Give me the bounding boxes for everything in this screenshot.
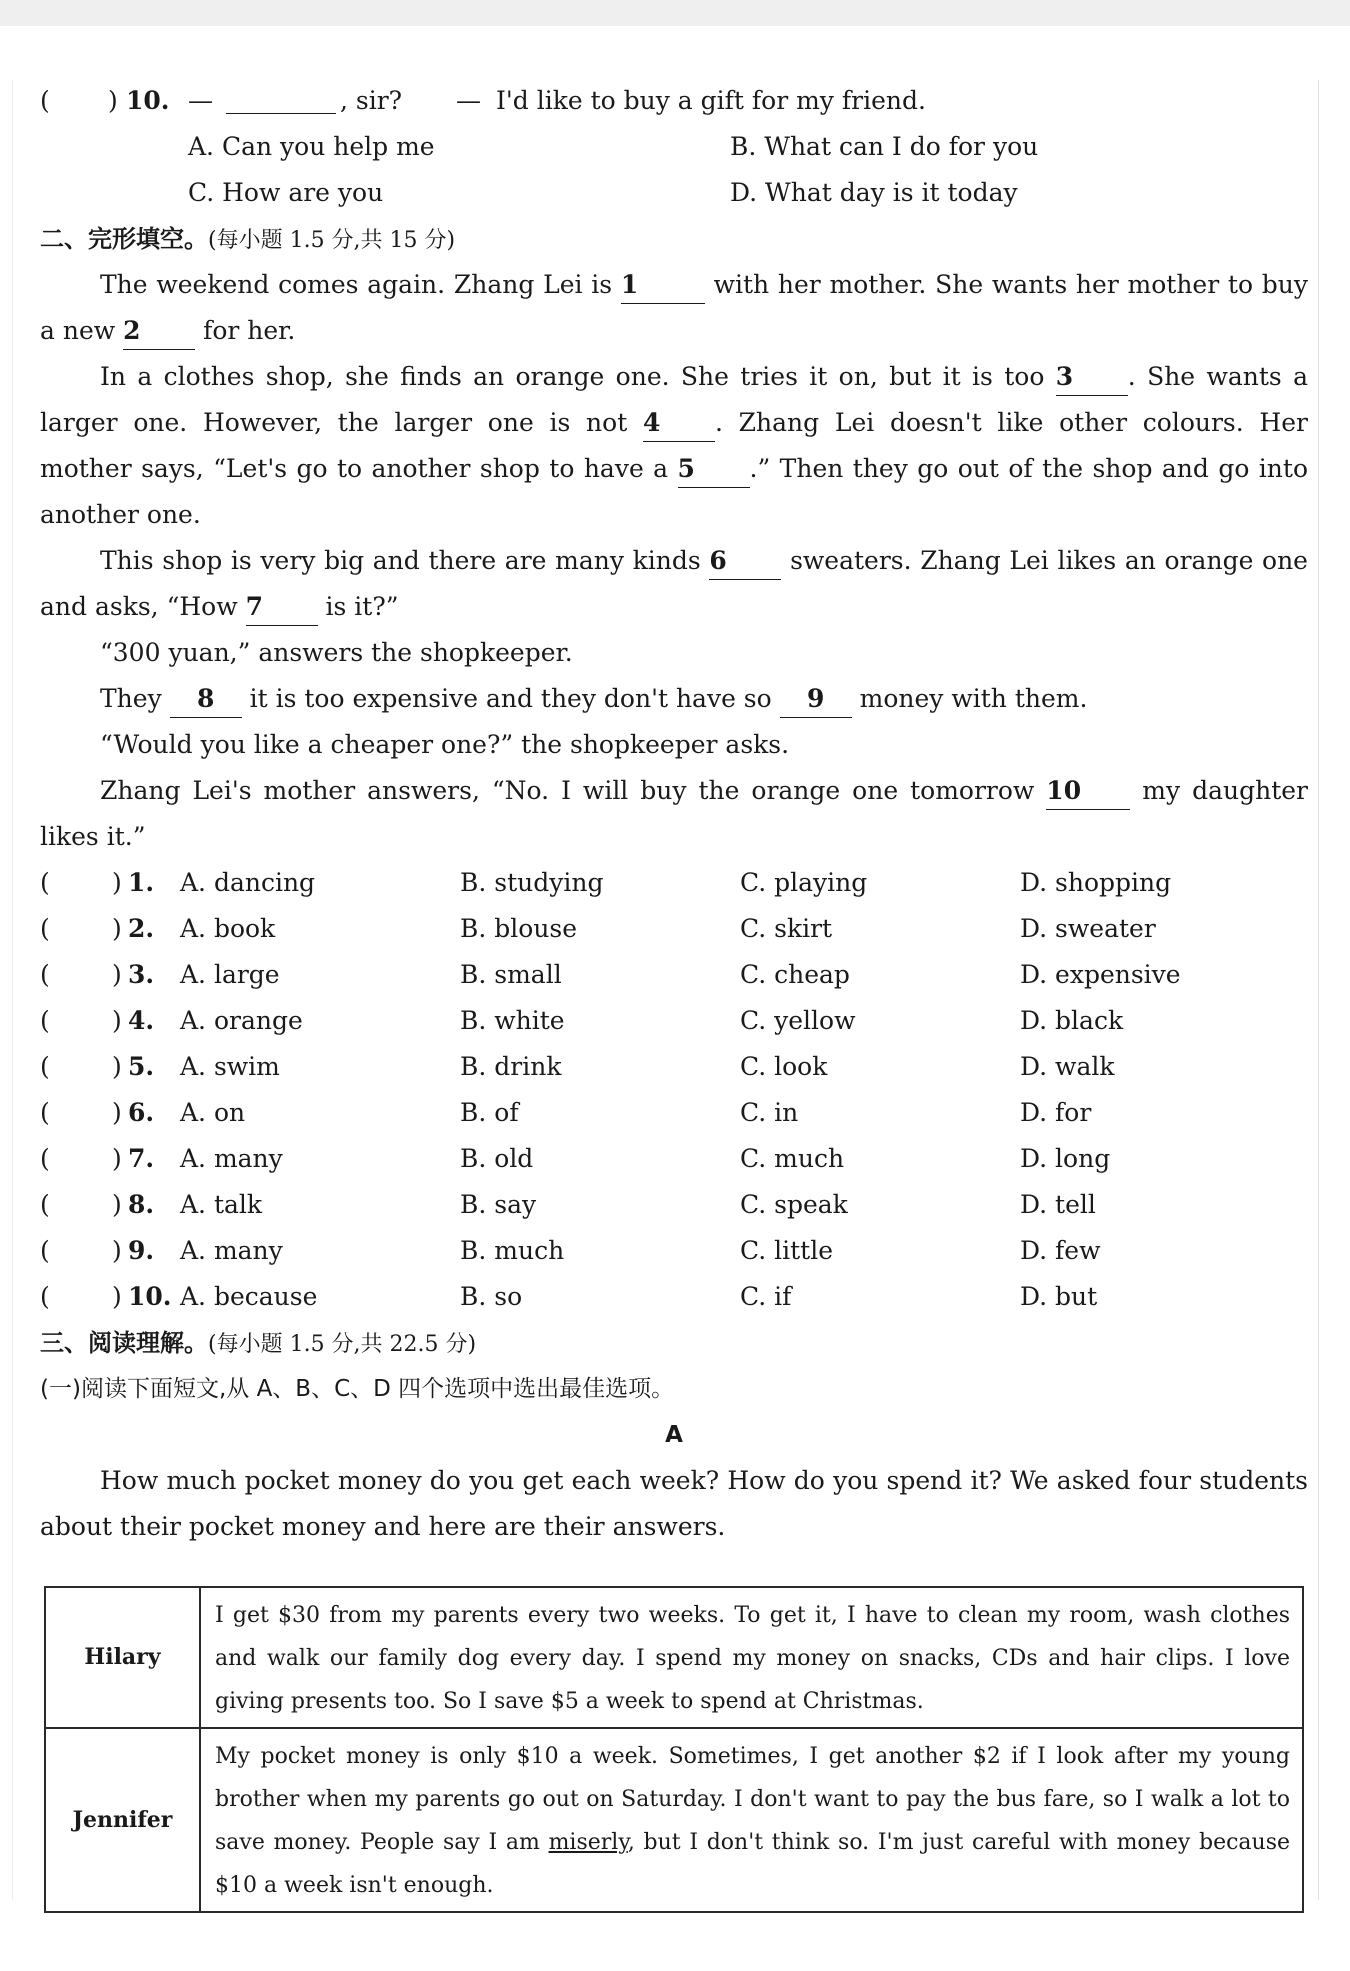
option-a: A. because xyxy=(180,1282,318,1311)
passage-text: a new xyxy=(40,316,116,345)
student-answer xyxy=(200,1587,1303,1728)
answer-text: save money. People say I am xyxy=(215,1830,540,1855)
option-c: C. playing xyxy=(740,868,868,897)
answer-line: and walk our family dog every day. I spend my money on snacks, CDs and hair clips. I love xyxy=(215,1646,1290,1671)
cloze-question-row xyxy=(40,1182,1308,1228)
answer-line: brother when my parents go out on Saturday. I don't want to pay the bus fare, so I walk a lot to xyxy=(215,1787,1290,1812)
answer-paren-close: ) xyxy=(112,1282,122,1311)
option-b: B. of xyxy=(460,1098,519,1127)
passage-line xyxy=(40,676,1308,722)
answer-paren-close: ) xyxy=(112,1144,122,1173)
option-a: A. on xyxy=(180,1098,246,1127)
passage-text: The weekend comes again. Zhang Lei is xyxy=(100,270,613,299)
option-d: D. walk xyxy=(1020,1052,1115,1081)
q10-options-row-1 xyxy=(40,124,1308,170)
passage-text: and asks, “How xyxy=(40,592,238,621)
answer-paren-open[interactable]: ( xyxy=(40,914,50,943)
answer-paren-open[interactable]: ( xyxy=(40,1144,50,1173)
blank-6: 6 xyxy=(709,543,781,580)
cloze-question-row xyxy=(40,998,1308,1044)
pocket-money-table xyxy=(44,1586,1304,1913)
cloze-question-list xyxy=(40,860,1308,1320)
option-c: C. speak xyxy=(740,1190,848,1219)
cloze-question-row xyxy=(40,1090,1308,1136)
option-b: B. old xyxy=(460,1144,534,1173)
blank-1: 1 xyxy=(621,267,705,304)
cloze-question-row xyxy=(40,906,1308,952)
option-c: C. look xyxy=(740,1052,828,1081)
option-a: A. book xyxy=(180,914,276,943)
option-a: A. swim xyxy=(180,1052,280,1081)
option-c: C. skirt xyxy=(740,914,833,943)
question-number: 3. xyxy=(128,960,155,989)
answer-paren-close: ) xyxy=(112,1098,122,1127)
dash: — xyxy=(188,86,213,115)
section-2-title xyxy=(40,216,1308,262)
question-number: 10. xyxy=(126,86,170,115)
student-name: Hilary xyxy=(45,1587,200,1728)
option-a: A. orange xyxy=(180,1006,303,1035)
option-b: B. much xyxy=(460,1236,565,1265)
passage-text: money with them. xyxy=(859,684,1088,713)
option-b: B. say xyxy=(460,1190,537,1219)
passage-text: Zhang Lei's mother answers, “No. I will buy the orange one tomorrow xyxy=(100,776,1035,805)
answer-paren-close: ) xyxy=(112,1236,122,1265)
answer-paren-close: ) xyxy=(112,914,122,943)
blank-9: 9 xyxy=(780,681,852,718)
passage-heading xyxy=(40,1412,1308,1458)
option-d: D. for xyxy=(1020,1098,1092,1127)
option-d: D. sweater xyxy=(1020,914,1156,943)
top-margin-band xyxy=(0,0,1350,26)
passage-line xyxy=(40,584,1308,630)
blank-8: 8 xyxy=(170,681,242,718)
passage-line xyxy=(40,308,1308,354)
option-d: D. but xyxy=(1020,1282,1098,1311)
blank-2: 2 xyxy=(123,313,195,350)
blank-4: 4 xyxy=(643,405,715,442)
passage-text: another one. xyxy=(40,500,201,529)
option-b: B. so xyxy=(460,1282,523,1311)
q10-stem xyxy=(40,78,1308,124)
option-a: A. Can you help me xyxy=(188,132,435,161)
passage-line xyxy=(40,538,1308,584)
passage-line xyxy=(40,814,1308,860)
passage-line xyxy=(40,492,1308,538)
answer-paren-open[interactable]: ( xyxy=(40,1282,50,1311)
answer-paren-close: ) xyxy=(112,1190,122,1219)
passage-text: This shop is very big and there are many kinds xyxy=(100,546,701,575)
cloze-question-row xyxy=(40,1044,1308,1090)
option-b: B. drink xyxy=(460,1052,562,1081)
passage-text: . Zhang Lei doesn't like other colours. Her xyxy=(714,408,1308,437)
passage-line xyxy=(40,630,1308,676)
table-row xyxy=(45,1587,1303,1728)
passage-text: sweaters. Zhang Lei likes an orange one xyxy=(790,546,1308,575)
answer-paren-open[interactable]: ( xyxy=(40,1190,50,1219)
option-b: B. blouse xyxy=(460,914,578,943)
student-answer xyxy=(200,1728,1303,1912)
option-d: D. shopping xyxy=(1020,868,1172,897)
passage-text: for her. xyxy=(203,316,296,345)
option-d: D. few xyxy=(1020,1236,1101,1265)
answer-line: giving presents too. So I save $5 a week to spend at Christmas. xyxy=(215,1689,924,1714)
question-number: 8. xyxy=(128,1190,155,1219)
answer-text: , but I don't think so. I'm just careful with money because xyxy=(627,1830,1291,1855)
option-a: A. many xyxy=(180,1144,283,1173)
passage-line xyxy=(40,446,1308,492)
section-note: (每小题 1.5 分,共 22.5 分) xyxy=(208,1332,477,1357)
option-c: C. in xyxy=(740,1098,799,1127)
section-note: (每小题 1.5 分,共 15 分) xyxy=(208,228,456,253)
answer-line: $10 a week isn't enough. xyxy=(215,1873,494,1898)
cloze-question-row xyxy=(40,860,1308,906)
option-d: D. expensive xyxy=(1020,960,1181,989)
option-a: A. large xyxy=(180,960,280,989)
answer-paren-close: ) xyxy=(112,1006,122,1035)
question-number: 6. xyxy=(128,1098,155,1127)
passage-text: They xyxy=(100,684,162,713)
passage-text: “300 yuan,” answers the shopkeeper. xyxy=(100,638,573,667)
passage-line xyxy=(40,722,1308,768)
option-c: C. cheap xyxy=(740,960,850,989)
question-number: 7. xyxy=(128,1144,155,1173)
answer-paren-close: ) xyxy=(108,86,118,115)
option-b: B. small xyxy=(460,960,562,989)
answer-paren-close: ) xyxy=(112,1052,122,1081)
answer-line xyxy=(215,1821,1290,1864)
passage-text: larger one. However, the larger one is not xyxy=(40,408,628,437)
passage-line xyxy=(40,1504,1308,1550)
answer-line: My pocket money is only $10 a week. Sometimes, I get another $2 if I look after my young xyxy=(215,1744,1290,1769)
option-b: B. studying xyxy=(460,868,604,897)
option-a: A. many xyxy=(180,1236,283,1265)
passage-text: about their pocket money and here are their answers. xyxy=(40,1512,726,1541)
answer-paren-open[interactable]: ( xyxy=(40,960,50,989)
worksheet-page xyxy=(40,78,1308,1550)
passage-line xyxy=(40,262,1308,308)
stem-text: , sir? xyxy=(340,86,403,115)
option-c: C. yellow xyxy=(740,1006,856,1035)
dash: — xyxy=(456,86,481,115)
blank-7: 7 xyxy=(246,589,318,626)
passage-line xyxy=(40,1458,1308,1504)
right-margin-line xyxy=(1318,80,1319,1900)
heading-text: A xyxy=(665,1422,683,1448)
passage-text: . She wants a xyxy=(1127,362,1309,391)
passage-text: with her mother. She wants her mother to buy xyxy=(713,270,1309,299)
cloze-question-row xyxy=(40,1136,1308,1182)
question-number: 1. xyxy=(128,868,155,897)
option-d: D. What day is it today xyxy=(730,178,1018,207)
section-3-title xyxy=(40,1320,1308,1366)
passage-text: “Would you like a cheaper one?” the shopkeeper asks. xyxy=(100,730,790,759)
answer-line: I get $30 from my parents every two weeks. To get it, I have to clean my room, wash clothes xyxy=(215,1603,1290,1628)
answer-paren-open[interactable]: ( xyxy=(40,1098,50,1127)
question-number: 10. xyxy=(128,1282,172,1311)
option-d: D. tell xyxy=(1020,1190,1096,1219)
passage-text: mother says, “Let's go to another shop to have a xyxy=(40,454,669,483)
answer-paren-close: ) xyxy=(112,960,122,989)
option-a: A. talk xyxy=(180,1190,263,1219)
blank-10: 10 xyxy=(1046,773,1130,810)
passage-text: likes it.” xyxy=(40,822,146,851)
reply-text: I'd like to buy a gift for my friend. xyxy=(496,86,926,115)
underlined-word: miserly xyxy=(548,1830,628,1855)
option-c: C. little xyxy=(740,1236,834,1265)
instruction-text: (一)阅读下面短文,从 A、B、C、D 四个选项中选出最佳选项。 xyxy=(40,1376,675,1402)
left-margin-line xyxy=(12,80,13,1900)
answer-paren-open[interactable]: ( xyxy=(40,1052,50,1081)
section-title-text: 三、阅读理解。 xyxy=(40,1329,208,1357)
option-d: D. long xyxy=(1020,1144,1111,1173)
passage-line xyxy=(40,400,1308,446)
option-c: C. if xyxy=(740,1282,792,1311)
answer-paren-open[interactable]: ( xyxy=(40,1006,50,1035)
passage-text: .” Then they go out of the shop and go into xyxy=(749,454,1308,483)
passage-text: it is too expensive and they don't have so xyxy=(249,684,772,713)
passage-text: my daughter xyxy=(1142,776,1308,805)
answer-paren-close: ) xyxy=(112,868,122,897)
question-number: 4. xyxy=(128,1006,155,1035)
answer-paren-open: ( xyxy=(40,86,50,115)
answer-paren-open[interactable]: ( xyxy=(40,1236,50,1265)
answer-paren-open[interactable]: ( xyxy=(40,868,50,897)
section-title-text: 二、完形填空。 xyxy=(40,225,208,253)
question-number: 9. xyxy=(128,1236,155,1265)
passage-line xyxy=(40,768,1308,814)
question-number: 2. xyxy=(128,914,155,943)
passage-line xyxy=(40,354,1308,400)
cloze-question-row xyxy=(40,952,1308,998)
section-3-instructions xyxy=(40,1366,1308,1412)
option-c: C. How are you xyxy=(188,178,384,207)
blank-3: 3 xyxy=(1056,359,1128,396)
option-d: D. black xyxy=(1020,1006,1124,1035)
passage-text: is it?” xyxy=(325,592,399,621)
cloze-question-row xyxy=(40,1274,1308,1320)
question-number: 5. xyxy=(128,1052,155,1081)
table-row xyxy=(45,1728,1303,1912)
option-b: B. white xyxy=(460,1006,565,1035)
option-b: B. What can I do for you xyxy=(730,132,1039,161)
option-a: A. dancing xyxy=(180,868,316,897)
passage-text: How much pocket money do you get each week? How do you spend it? We asked four students xyxy=(100,1466,1308,1495)
passage-text: In a clothes shop, she finds an orange one. She tries it on, but it is too xyxy=(100,362,1045,391)
option-c: C. much xyxy=(740,1144,845,1173)
blank-5: 5 xyxy=(678,451,750,488)
q10-options-row-2 xyxy=(40,170,1308,216)
cloze-question-row xyxy=(40,1228,1308,1274)
student-name: Jennifer xyxy=(45,1728,200,1912)
answer-blank[interactable] xyxy=(226,86,336,114)
